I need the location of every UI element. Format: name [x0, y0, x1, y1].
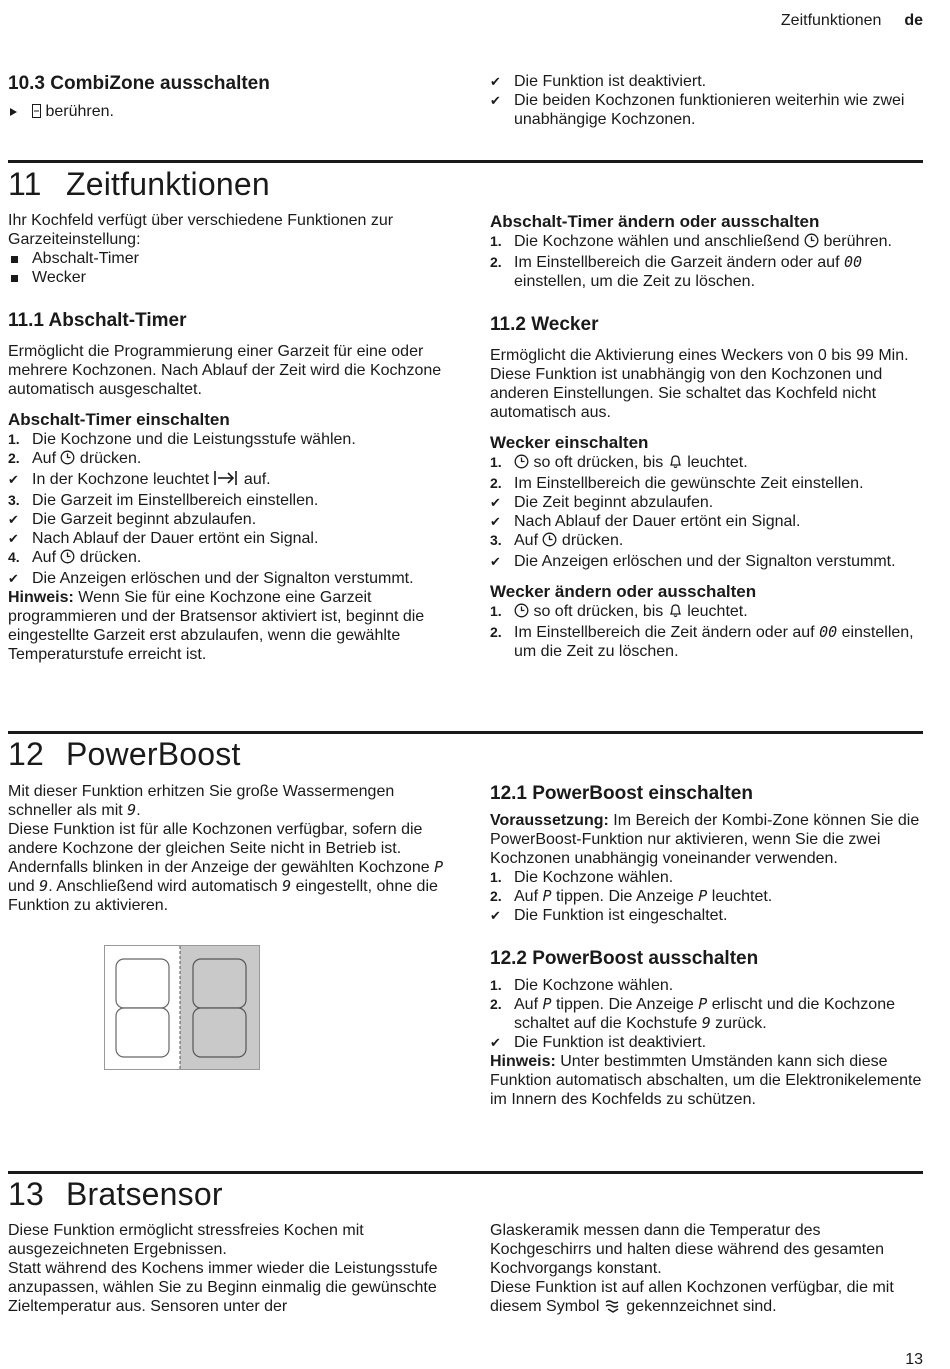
check-icon: ✔ [490, 514, 501, 529]
result-item: ✔ Die Funktion ist deaktiviert. [490, 1034, 707, 1051]
display-digit: P [698, 887, 708, 905]
section-text: Ermöglicht die Aktivierung eines Weckers von 0 bis 99 Min. Diese Funktion ist unabhängig von den Kochzonen und anderen Einstellungen. Sie schaltet das Kochfeld nicht automatisch aus. [490, 347, 909, 421]
display-digits: 00 [819, 623, 838, 641]
paragraph: Diese Funktion ist für alle Kochzonen verfügbar, sofern die andere Kochzone der gleichen Seite nicht in Betrieb ist. [8, 821, 423, 857]
result-item: ✔ Die Anzeigen erlöschen und der Signalton verstummt. [8, 570, 414, 587]
step-item: 1. Die Kochzone wählen und anschließend berühren. [490, 232, 922, 253]
check-icon: ✔ [8, 571, 19, 586]
subsection-title: Abschalt-Timer ändern oder ausschalten [490, 212, 820, 231]
step-item: 1. so oft drücken, bis leuchtet. [490, 602, 922, 623]
cooktop-diagram [104, 945, 260, 1075]
page-header [781, 11, 923, 30]
chapter-11-right [490, 211, 922, 661]
step-item: 2. Im Einstellbereich die Garzeit ändern oder auf 00 einstellen, um die Zeit zu löschen. [490, 253, 863, 290]
check-icon: ✔ [8, 531, 19, 546]
chapter-13-right [490, 1221, 922, 1318]
page-number: 13 [905, 1351, 923, 1368]
step-item: 4. Auf drücken. [8, 548, 448, 569]
header-lang: de [904, 12, 923, 29]
display-digit: P [698, 995, 708, 1013]
step-item: 1. Die Kochzone wählen. [490, 869, 674, 886]
check-icon: ✔ [490, 74, 501, 89]
clock-icon [60, 549, 75, 569]
intro-text: Ihr Kochfeld verfügt über verschiedene Funktionen zur Garzeiteinstellung: [8, 212, 394, 248]
paragraph: Mit dieser Funktion erhitzen Sie große Wassermengen schneller als mit 9. [8, 783, 395, 819]
chapter-rule [8, 160, 923, 163]
display-digit: 9 [127, 801, 137, 819]
timer-end-icon [213, 470, 239, 491]
result-item: ✔ Die Funktion ist deaktiviert. [490, 73, 707, 90]
paragraph: Statt während des Kochens immer wieder die Leistungsstufe anzupassen, wählen Sie zu Beginn einmalig die gewünschte Zieltemperatur aus. Sensoren unter der [8, 1260, 438, 1315]
step-item: berühren. [8, 102, 448, 123]
paragraph: Diese Funktion ist auf allen Kochzonen verfügbar, die mit diesem Symbol gekennzeichnet sind. [490, 1278, 922, 1318]
chapter-rule [8, 1171, 923, 1174]
section-title: 11.2 Wecker [490, 314, 599, 335]
result-item: ✔ Die beiden Kochzonen funktionieren weiterhin wie zwei unabhängige Kochzonen. [490, 92, 905, 128]
square-bullet-icon [11, 256, 18, 263]
section-text: Ermöglicht die Programmierung einer Garzeit für eine oder mehrere Kochzonen. Nach Ablauf der Zeit wird die Kochzone automatisch ausgeschaltet. [8, 343, 442, 398]
check-icon: ✔ [490, 908, 501, 923]
section-title: 12.2 PowerBoost ausschalten [490, 948, 759, 969]
clock-icon [542, 532, 557, 552]
result-item: ✔ In der Kochzone leuchtet auf. [8, 470, 448, 491]
display-digit: P [542, 887, 552, 905]
section-title: 11.1 Abschalt-Timer [8, 310, 187, 331]
square-bullet-icon [11, 275, 18, 282]
chapter-12-left [8, 782, 448, 915]
chapter-12-right [490, 782, 922, 1109]
result-item: ✔ Nach Ablauf der Dauer ertönt ein Signal. [490, 513, 801, 530]
check-icon: ✔ [8, 512, 19, 527]
section-10-3-results [490, 72, 910, 129]
step-item: 1. so oft drücken, bis leuchtet. [490, 453, 922, 474]
chapter-11-left [8, 211, 448, 664]
bell-icon [668, 454, 683, 474]
result-item: ✔ Nach Ablauf der Dauer ertönt ein Signal. [8, 530, 319, 547]
display-digit: 9 [282, 877, 292, 895]
chapter-title: 12 PowerBoost [8, 736, 241, 772]
step-item: 1. Die Kochzone wählen. [490, 977, 674, 994]
check-icon: ✔ [490, 93, 501, 108]
display-digit: 9 [701, 1014, 711, 1032]
section-title: 12.1 PowerBoost einschalten [490, 783, 753, 804]
section-10-3 [8, 72, 448, 123]
subsection-title: Wecker einschalten [490, 433, 649, 452]
paragraph: Glaskeramik messen dann die Temperatur des Kochgeschirrs und halten diese während des gesamten Kochvorgangs konstant. [490, 1222, 885, 1277]
bullet-item: Abschalt-Timer [8, 249, 448, 268]
step-item: 3. Auf drücken. [490, 531, 922, 552]
bullet-item: Wecker [8, 268, 448, 287]
chapter-title: 13 Bratsensor [8, 1176, 223, 1212]
clock-icon [514, 454, 529, 474]
step-item: 2. Auf P tippen. Die Anzeige P erlischt und die Kochzone schaltet auf die Kochstufe 9 zurück. [490, 995, 895, 1032]
check-icon: ✔ [490, 1035, 501, 1050]
chapter-13-left [8, 1221, 448, 1316]
header-title: Zeitfunktionen [780, 12, 882, 29]
display-digits: 00 [843, 253, 863, 271]
step-item: 2. Auf drücken. [8, 449, 448, 470]
display-digit: 9 [39, 877, 49, 895]
chapter-title: 11 Zeitfunktionen [8, 166, 270, 202]
clock-icon [60, 450, 75, 470]
hint-text: Hinweis: Wenn Sie für eine Kochzone eine Garzeit programmieren und der Bratsensor aktiviert ist, beginnt die eingestellte Garzeit erst abzulaufen, wenn die gewählte Temperaturstufe erreicht ist. [8, 589, 425, 663]
arrow-bullet-icon [10, 108, 17, 116]
subsection-title: Abschalt-Timer einschalten [8, 410, 230, 429]
step-item: 3. Die Garzeit im Einstellbereich einstellen. [8, 492, 319, 509]
hint-text: Hinweis: Unter bestimmten Umständen kann sich diese Funktion automatisch abschalten, um die Elektronikelemente im Innern des Kochfelds zu schützen. [490, 1053, 922, 1108]
clock-icon [514, 603, 529, 623]
display-digit: P [542, 995, 552, 1013]
bell-icon [668, 603, 683, 623]
step-item: 2. Im Einstellbereich die Zeit ändern oder auf 00 einstellen, um die Zeit zu löschen. [490, 623, 914, 660]
subsection-title: Wecker ändern oder ausschalten [490, 582, 757, 601]
check-icon: ✔ [490, 554, 501, 569]
paragraph: Diese Funktion ermöglicht stressfreies Kochen mit ausgezeichneten Ergebnissen. [8, 1222, 364, 1258]
step-item: 2. Auf P tippen. Die Anzeige P leuchtet. [490, 887, 773, 905]
check-icon: ✔ [490, 495, 501, 510]
check-icon: ✔ [8, 472, 19, 487]
frying-sensor-icon [604, 1299, 622, 1318]
step-item: 2. Im Einstellbereich die gewünschte Zeit einstellen. [490, 475, 864, 492]
result-item: ✔ Die Garzeit beginnt abzulaufen. [8, 511, 257, 528]
section-title: 10.3 CombiZone ausschalten [8, 73, 270, 94]
result-item: ✔ Die Anzeigen erlöschen und der Signalton verstummt. [490, 553, 896, 570]
combizone-key-icon [32, 104, 41, 123]
step-item: 1. Die Kochzone und die Leistungsstufe wählen. [8, 431, 356, 448]
paragraph: Andernfalls blinken in der Anzeige der gewählten Kochzone P und 9. Anschließend wird automatisch 9 eingestellt, ohne die Funktion zu aktivieren. [8, 858, 444, 914]
requirement-text: Voraussetzung: Im Bereich der Kombi-Zone können Sie die PowerBoost-Funktion nur aktivieren, wenn Sie die zwei Kochzonen unabhängig voneinander verwenden. [490, 812, 920, 867]
result-item: ✔ Die Zeit beginnt abzulaufen. [490, 494, 714, 511]
clock-icon [804, 233, 819, 253]
display-digit: P [434, 858, 444, 876]
chapter-rule [8, 731, 923, 734]
result-item: ✔ Die Funktion ist eingeschaltet. [490, 907, 728, 924]
